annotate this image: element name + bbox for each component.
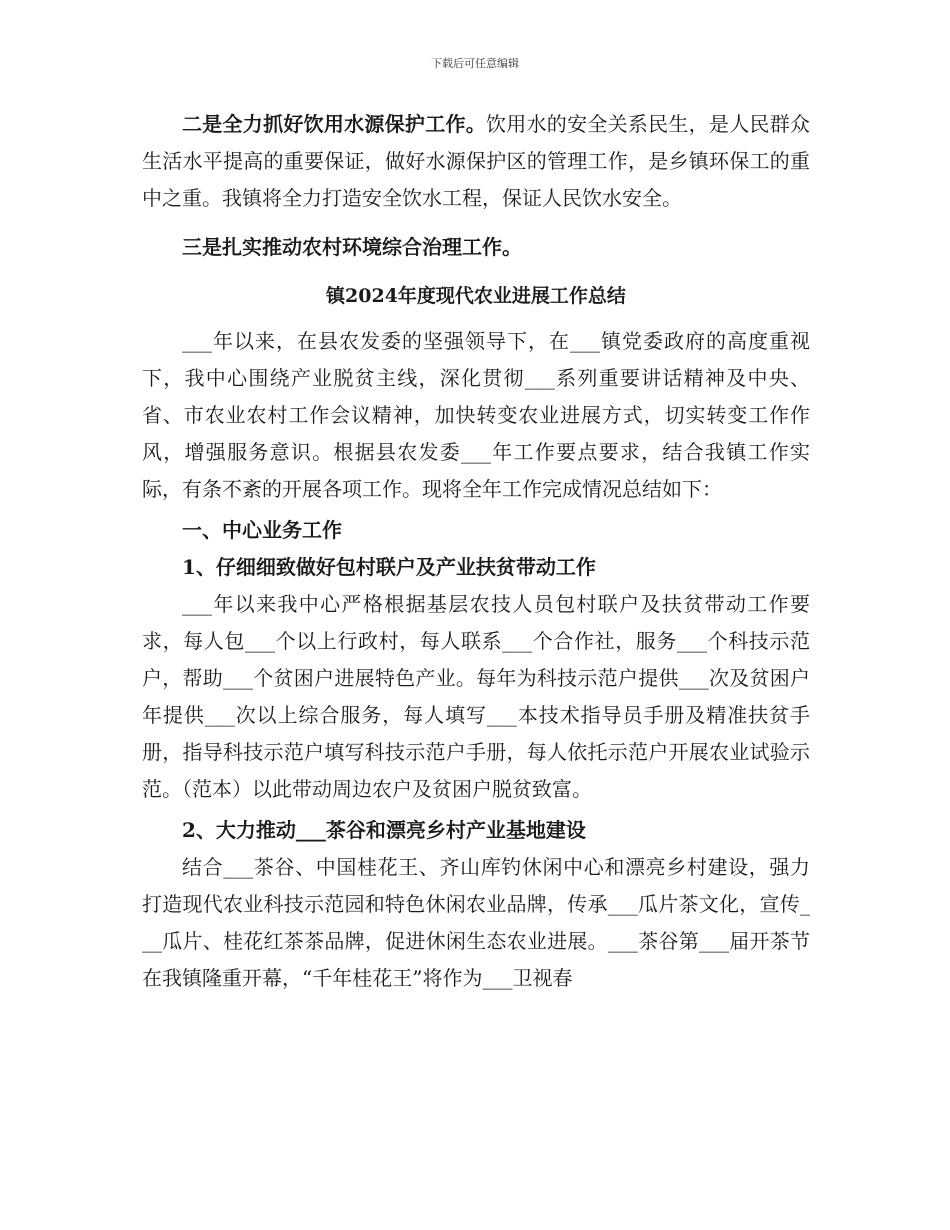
paragraph-intro: ___年以来，在县农发委的坚强领导下，在___镇党委政府的高度重视下，我中心围绕产业脱贫主线，深化贯彻___系列重要讲话精神及中央、省、市农业农村工作会议精神，加快转变农业进展方式，切实转变工作作风，增强服务意识。根据县农发委___年工作要点要求，结合我镇工作实际，有条不紊的开展各项工作。现将全年工作完成情况总结如下： [142, 329, 810, 501]
page-header-note: 下载后可任意编辑 [431, 57, 519, 70]
paragraph-text: 饮用水的安全关系民生，是人民群众生活水平提高的重要保证，做好水源保护区的管理工作，是乡镇环保工的重中之重。我镇将全力打造安全饮水工程，保证人民饮水安全。 [142, 112, 810, 210]
paragraph-item-2: 结合___茶谷、中国桂花王、齐山库钓休闲中心和漂亮乡村建设，强力打造现代农业科技示范园和特色休闲农业品牌，传承___瓜片茶文化，宣传___瓜片、桂花红茶茶品牌，促进休闲生态农业进展。___茶谷第___届开茶节在我镇隆重开幕，“千年桂花王”将作为___卫视春 [142, 855, 810, 990]
document-body [142, 106, 810, 997]
paragraph-lead: 二是全力抓好饮用水源保护工作。 [182, 112, 486, 136]
paragraph-rural-environment [142, 229, 810, 266]
document-title: 镇2024年度现代农业进展工作总结 [326, 285, 626, 307]
paragraph-item-1: ___年以来我中心严格根据基层农技人员包村联户及扶贫带动工作要求，每人包___个以上行政村，每人联系___个合作社，服务___个科技示范户，帮助___个贫困户进展特色产业。每年为科技示范户提供___次及贫困户年提供___次以上综合服务，每人填写___本技术指导员手册及精准扶贫手册，指导科技示范户填写科技示范户手册，每人依托示范户开展农业试验示范。（范本）以此带动周边农户及贫困户脱贫致富。 [142, 592, 810, 801]
section-heading: 一、中心业务工作 [182, 518, 342, 542]
paragraph-lead: 三是扎实推动农村环境综合治理工作。 [182, 235, 522, 259]
item-heading: 1、仔细细致做好包村联户及产业扶贫带动工作 [182, 555, 596, 579]
paragraph-water-protection [142, 106, 810, 217]
item-heading: 2、大力推动___茶谷和漂亮乡村产业基地建设 [182, 818, 586, 842]
